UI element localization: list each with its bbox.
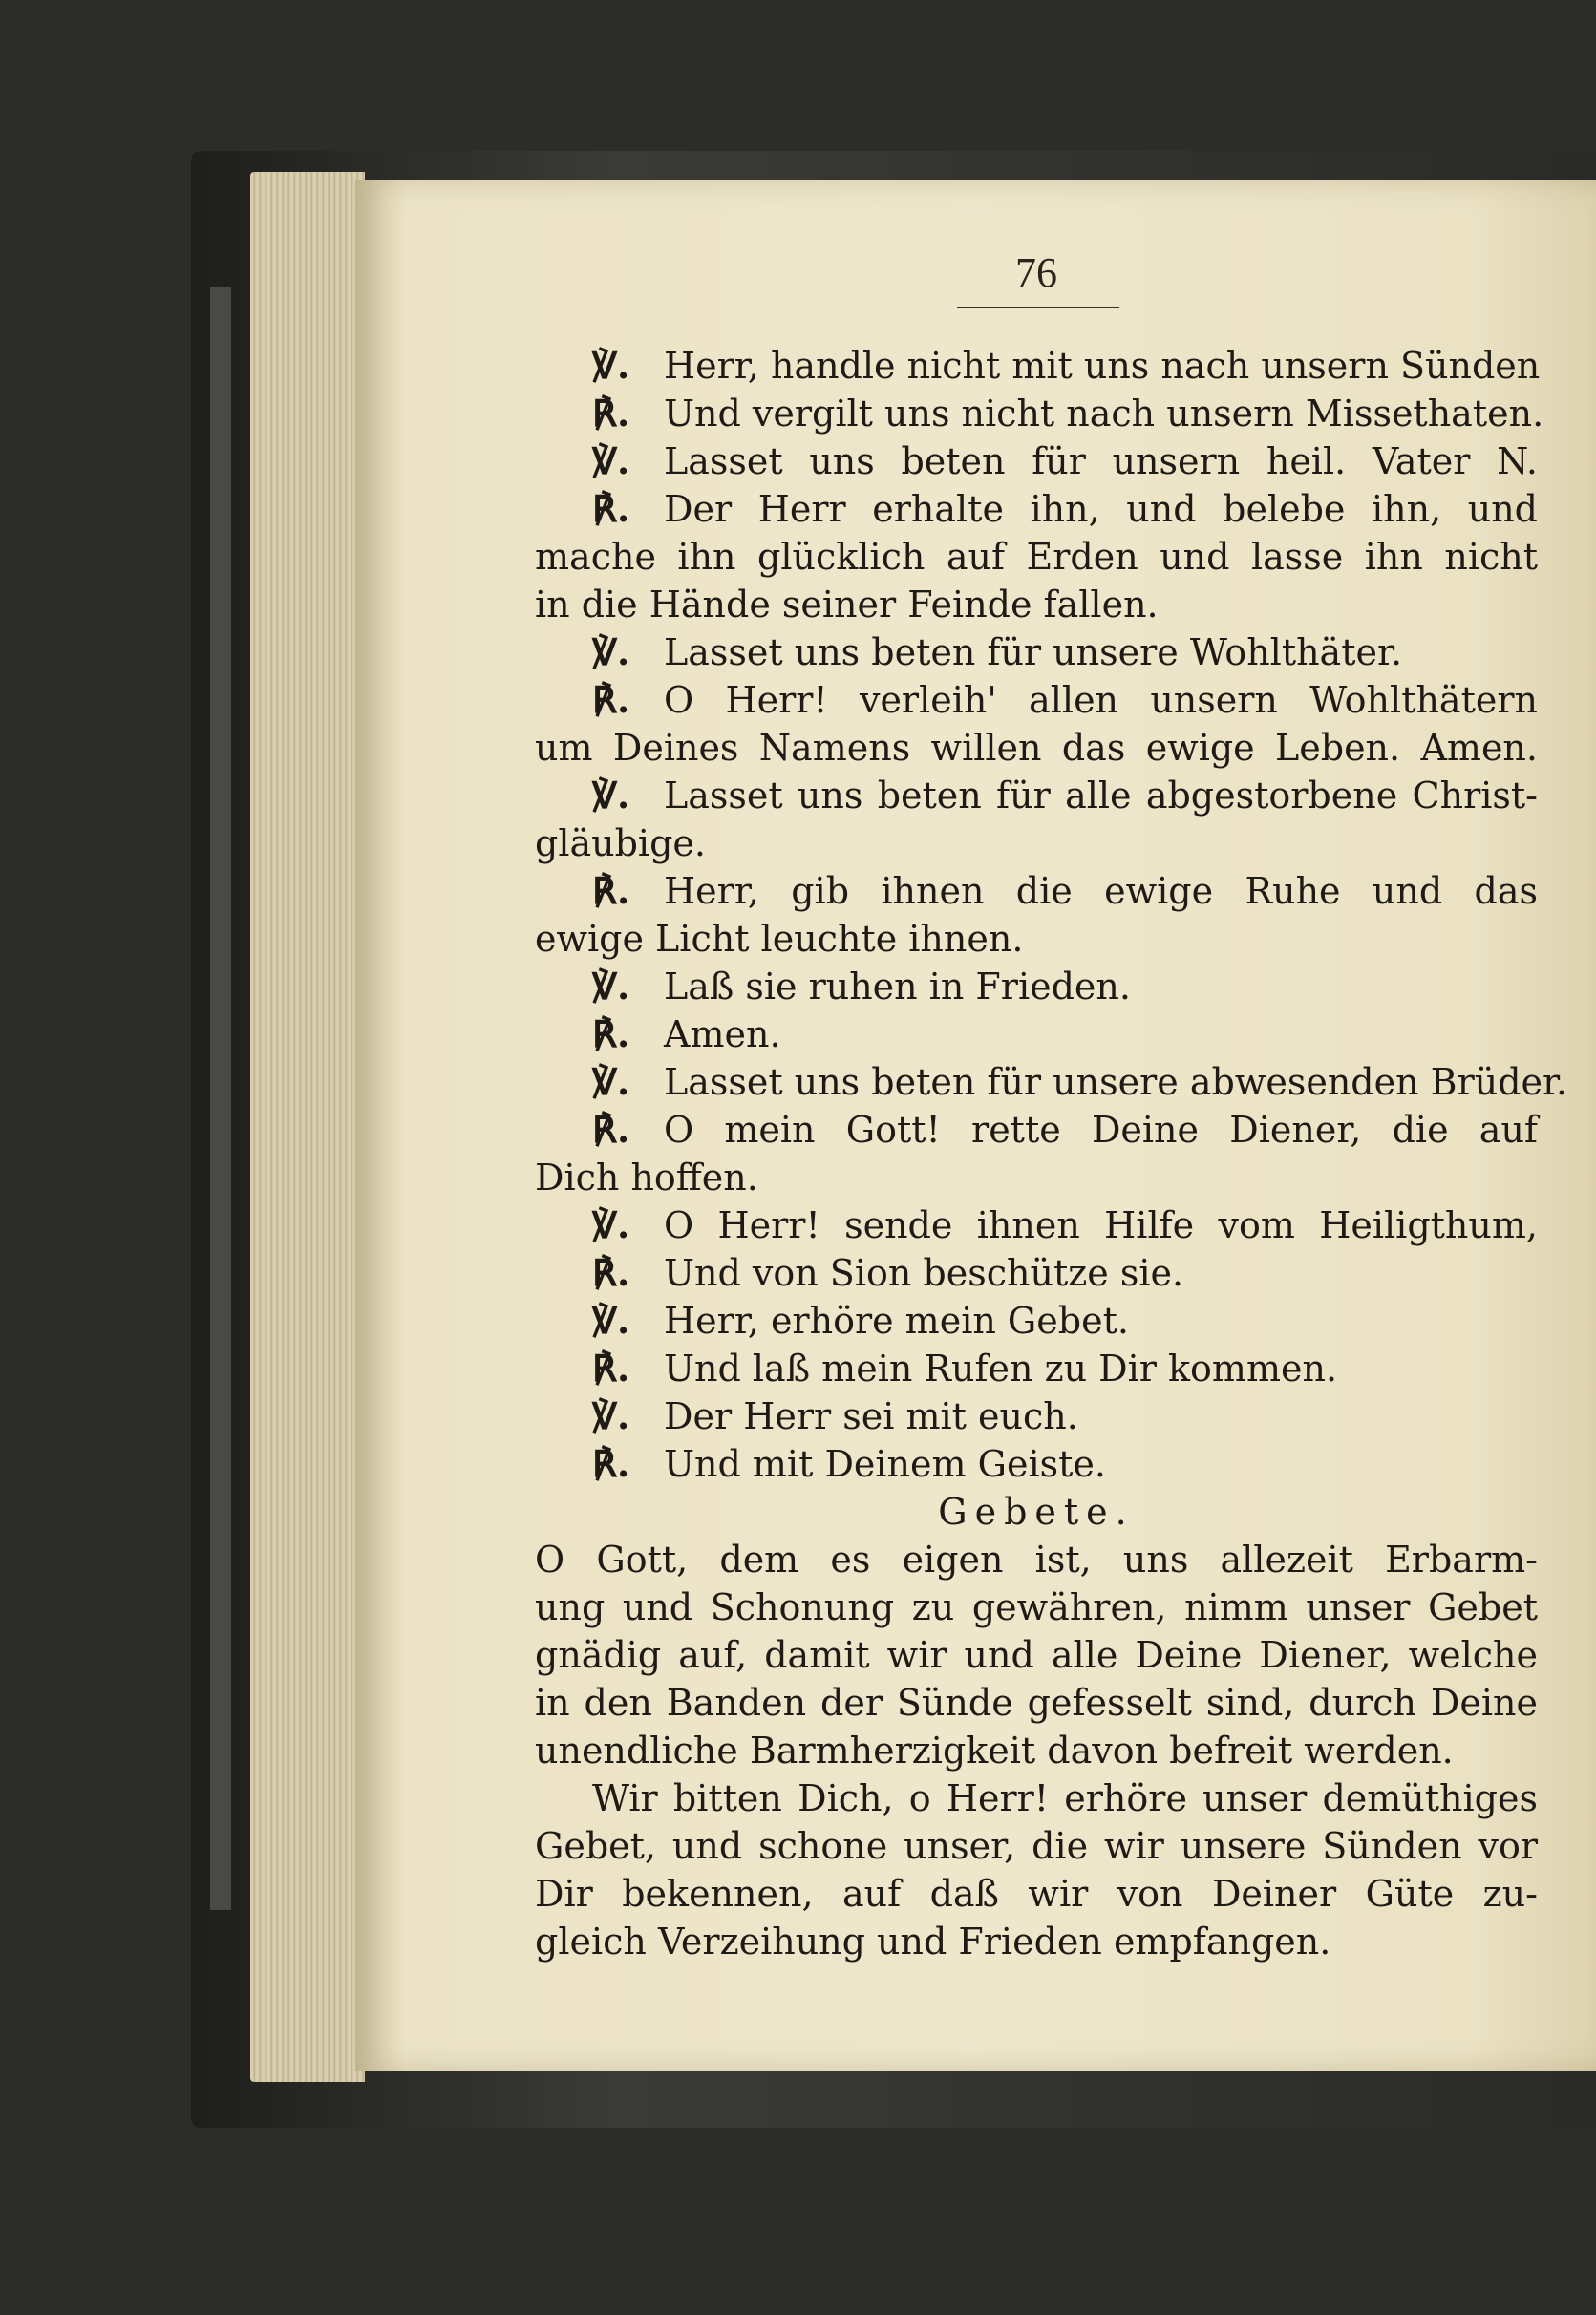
versicle-mark: ℣. [592,344,630,387]
line-text: in die Hände seiner Feinde fallen. [535,584,1159,626]
text-line [535,1201,1538,1249]
text-line [535,772,1538,819]
text-line [535,1727,1538,1774]
text-line [535,1679,1538,1727]
versicle-mark: ℣. [592,1060,630,1103]
line-text: Gebet, und schone unser, die wir unsere Sünden vor [535,1825,1538,1867]
line-text: unendliche Barmherzigkeit davon befreit werden. [535,1730,1454,1772]
versicle-mark: ℣. [592,774,630,817]
response-mark: ℟. [592,1108,630,1151]
line-text: O Herr! sende ihnen Hilfe vom Heiligthum, [664,1204,1538,1246]
line-text: Laß sie ruhen in Frieden. [664,966,1131,1008]
text-line [535,1440,1538,1488]
text-line [535,1536,1538,1583]
text-line [535,628,1538,676]
text-line [535,485,1538,533]
page-edges [250,172,365,2082]
line-text: Gebete. [938,1491,1135,1533]
line-text: Lasset uns beten für unsere Wohlthäter. [664,631,1403,673]
response-mark: ℟. [592,392,630,435]
page-number: 76 [1015,249,1057,296]
line-text: O Gott, dem es eigen ist, uns allezeit Erbarm- [535,1539,1538,1581]
line-text: Dir bekennen, auf daß wir von Deiner Güte zu- [535,1873,1538,1915]
line-text: um Deines Namens willen das ewige Leben. Amen. [535,727,1538,769]
line-text: mache ihn glücklich auf Erden und lasse ihn nicht [535,536,1538,578]
text-line [535,1774,1538,1822]
line-text: O Herr! verleih' allen unsern Wohlthätern [664,679,1538,721]
text-line [535,1870,1538,1918]
text-line [535,533,1538,581]
versicle-mark: ℣. [592,1203,630,1246]
line-text: Der Herr erhalte ihn, und belebe ihn, und [664,488,1538,530]
line-text: Lasset uns beten für unsere abwesenden Brüder. [664,1061,1568,1103]
line-text: gleich Verzeihung und Frieden empfangen. [535,1921,1331,1963]
text-line [535,1392,1538,1440]
line-text: Herr, erhöre mein Gebet. [664,1300,1129,1342]
text-line [535,437,1538,485]
line-text: Und mit Deinem Geiste. [664,1443,1106,1485]
response-mark: ℟. [592,487,630,530]
text-line [535,1010,1538,1058]
line-text: O mein Gott! rette Deine Diener, die auf [664,1109,1538,1151]
versicle-mark: ℣. [592,1394,630,1437]
page-number-rule [957,307,1119,308]
page-text [535,342,1568,1965]
line-text: Und laß mein Rufen zu Dir kommen. [664,1348,1338,1390]
text-line [535,1631,1538,1679]
response-mark: ℟. [592,869,630,912]
line-text: Herr, gib ihnen die ewige Ruhe und das [664,870,1538,912]
response-mark: ℟. [592,1251,630,1294]
text-line [535,581,1538,628]
line-text: ung und Schonung zu gewähren, nimm unser Gebet [535,1586,1538,1628]
section-heading [535,1488,1538,1536]
text-line [535,819,1538,867]
versicle-mark: ℣. [592,965,630,1008]
text-line [535,1058,1568,1106]
text-line [535,1918,1538,1965]
text-line [535,1106,1538,1154]
versicle-mark: ℣. [592,439,630,482]
text-line [535,915,1538,963]
text-line [535,1583,1538,1631]
versicle-mark: ℣. [592,1299,630,1342]
line-text: Und von Sion beschütze sie. [664,1252,1184,1294]
text-line [535,963,1538,1010]
text-line [535,1249,1538,1297]
line-text: Herr, handle nicht mit uns nach unsern Sünden [664,345,1541,387]
line-text: gnädig auf, damit wir und alle Deine Diener, welche [535,1634,1538,1676]
line-text: Dich hoffen. [535,1157,758,1199]
line-text: ewige Licht leuchte ihnen. [535,918,1024,960]
text-line [535,724,1538,772]
text-line [535,342,1541,390]
line-text: Lasset uns beten für unsern heil. Vater N. [664,440,1538,482]
text-line [535,1297,1538,1345]
versicle-mark: ℣. [592,630,630,673]
text-line [535,390,1544,437]
line-text: Und vergilt uns nicht nach unsern Missethaten. [664,393,1544,435]
text-line [535,1345,1538,1392]
line-text: in den Banden der Sünde gefesselt sind, durch Deine [535,1682,1538,1724]
line-text: Der Herr sei mit euch. [664,1395,1078,1437]
text-line [535,1154,1538,1201]
line-text: Lasset uns beten für alle abgestorbene Christ- [664,775,1538,817]
text-line [535,1822,1538,1870]
response-mark: ℟. [592,1012,630,1055]
text-line [535,867,1538,915]
line-text: Amen. [664,1013,781,1055]
response-mark: ℟. [592,1442,630,1485]
line-text: Wir bitten Dich, o Herr! erhöre unser demüthiges [592,1777,1538,1819]
response-mark: ℟. [592,1347,630,1390]
text-line [535,676,1538,724]
response-mark: ℟. [592,678,630,721]
line-text: gläubige. [535,822,706,864]
book-spine [210,287,231,1910]
